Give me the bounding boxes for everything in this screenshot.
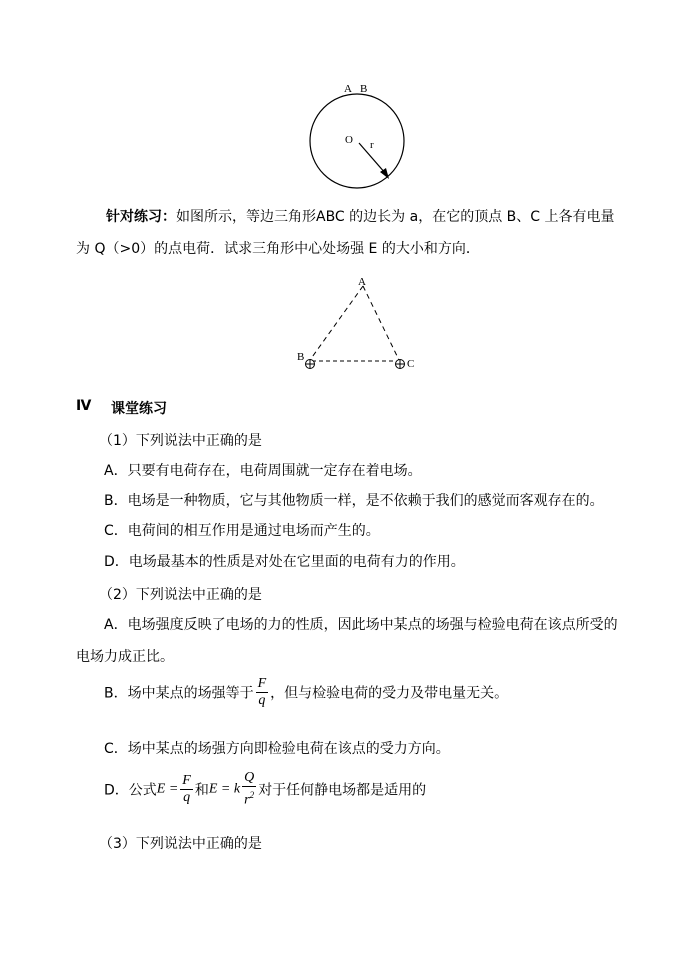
section-numeral: Ⅳ [76,398,92,414]
q2-d-formula-e2: E = k [208,781,241,797]
q2-d-f2-exponent: 2 [249,790,255,800]
q1-option-d: D．电场最基本的性质是对处在它里面的电荷有力的作用。 [104,554,465,570]
triangle-side-ac [363,286,399,360]
q2-d-f2-numerator: Q [244,770,255,785]
charge-b-symbol [306,360,315,369]
q2-option-c: C．场中某点的场强方向即检验电荷在该点的受力方向。 [104,741,450,757]
q2-d-fraction-1 [180,773,193,806]
q2-b-numerator: F [257,676,267,691]
q2-d-after: 对于任何静电场都是适用的 [258,782,427,799]
q1-stem: （1）下列说法中正确的是 [99,433,262,449]
q2-stem: （2）下列说法中正确的是 [99,587,262,603]
q2-b-before: B．场中某点的场强等于 [104,685,254,702]
q2-b-fraction [256,676,269,709]
circle-figure [300,78,420,198]
circle-outline [310,94,404,188]
q2-option-b [104,676,508,709]
q2-d-f1-denominator: q [183,789,191,805]
q2-d-f2-base: r [244,792,250,808]
q2-d-mid: 和 [194,782,209,799]
triangle-side-ab [310,286,363,360]
q2-d-fraction-2 [242,770,256,809]
charge-c-symbol [396,360,405,369]
triangle-label-a: A [358,276,366,288]
exercise-line2: 为 Q（>0）的点电荷．试求三角形中心处场强 E 的大小和方向． [76,241,480,257]
q3-stem: （3）下列说法中正确的是 [99,836,262,852]
q2-d-f2-denominator [242,787,256,809]
circle-label-o: O [345,134,353,146]
q2-b-denominator: q [258,693,266,708]
triangle-label-c: C [407,358,415,370]
exercise-text-1: 如图所示，等边三角形ABC 的边长为 a，在它的顶点 B、C 上各有电量 [176,209,615,225]
section-title: 课堂练习 [111,401,167,417]
q1-option-c: C．电荷间的相互作用是通过电场而产生的。 [104,523,380,539]
exercise-line1 [106,206,614,226]
q2-d-formula-e1: E = [156,781,179,797]
circle-label-a: A [344,83,352,95]
q2-b-after: ，但与检验电荷的受力及带电量无关。 [270,685,509,702]
circle-diagram [300,78,420,198]
radius-arrowhead [380,168,389,179]
q2-option-a-line1: A．电场强度反映了电场的力的性质，因此场中某点的场强与检验电荷在该点所受的 [104,617,618,633]
q2-option-d [104,770,426,809]
q2-d-before: D．公式 [104,782,157,799]
circle-label-r: r [370,139,374,151]
q2-option-a-line2: 电场力成正比。 [76,649,174,665]
q1-option-b: B．电场是一种物质，它与其他物质一样，是不依赖于我们的感觉而客观存在的。 [104,493,604,509]
q1-option-a: A．只要有电荷存在，电荷周围就一定存在着电场。 [104,463,422,479]
triangle-label-b: B [297,351,305,363]
q2-d-f1-numerator: F [182,772,191,788]
circle-label-b: B [360,83,368,95]
exercise-heading: 针对练习： [106,209,176,225]
